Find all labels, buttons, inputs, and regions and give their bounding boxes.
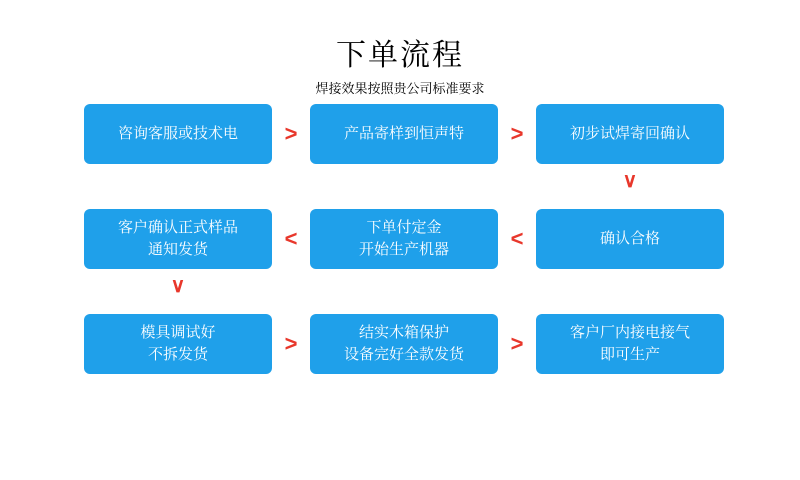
flow-step-8[interactable] (310, 314, 498, 374)
page-title: 下单流程 (336, 39, 464, 72)
flow-step-7[interactable] (84, 314, 272, 374)
flow-step-3[interactable] (536, 104, 724, 164)
flow-step-6[interactable] (84, 209, 272, 269)
flow-step-6-line-1: 客户确认正式样品 (117, 219, 238, 236)
arrow-down-icon-1: ∨ (622, 170, 638, 192)
flow-step-4-line-1: 确认合格 (599, 230, 660, 247)
arrow-right-icon-1: > (284, 121, 298, 146)
flow-step-9-line-1: 客户厂内接电接气 (569, 324, 690, 341)
flow-step-9-line-2: 即可生产 (599, 346, 660, 363)
arrow-right-icon-4: > (510, 331, 524, 356)
arrow-down-icon-2: ∨ (170, 275, 186, 297)
flow-step-5-line-1: 下单付定金 (366, 219, 442, 236)
flow-step-2-line-1: 产品寄样到恒声特 (343, 125, 464, 142)
flow-step-8-line-1: 结实木箱保护 (358, 324, 449, 341)
flow-grid (84, 104, 724, 382)
flow-step-7-line-2: 不拆发货 (147, 346, 208, 363)
arrow-left-icon-2: < (284, 226, 298, 251)
page-subtitle: 焊接效果按照贵公司标准要求 (315, 81, 485, 96)
flow-step-3-line-1: 初步试焊寄回确认 (569, 125, 690, 142)
flow-step-2[interactable] (310, 104, 498, 164)
flow-step-9[interactable] (536, 314, 724, 374)
flow-step-1-line-1: 咨询客服或技术电 (117, 125, 238, 142)
flow-step-1[interactable] (84, 104, 272, 164)
flow-step-5-line-2: 开始生产机器 (358, 241, 449, 258)
flow-step-6-line-2: 通知发货 (147, 241, 208, 258)
flow-step-7-line-1: 模具调试好 (140, 324, 216, 341)
flow-step-5[interactable] (310, 209, 498, 269)
flow-step-4[interactable] (536, 209, 724, 269)
arrow-right-icon-2: > (510, 121, 524, 146)
arrow-right-icon-3: > (284, 331, 298, 356)
flow-row-3 (84, 314, 724, 374)
flow-row-2 (84, 209, 724, 269)
flow-row-1 (84, 104, 724, 164)
flow-step-8-line-2: 设备完好全款发货 (343, 346, 464, 363)
arrow-left-icon-1: < (510, 226, 524, 251)
